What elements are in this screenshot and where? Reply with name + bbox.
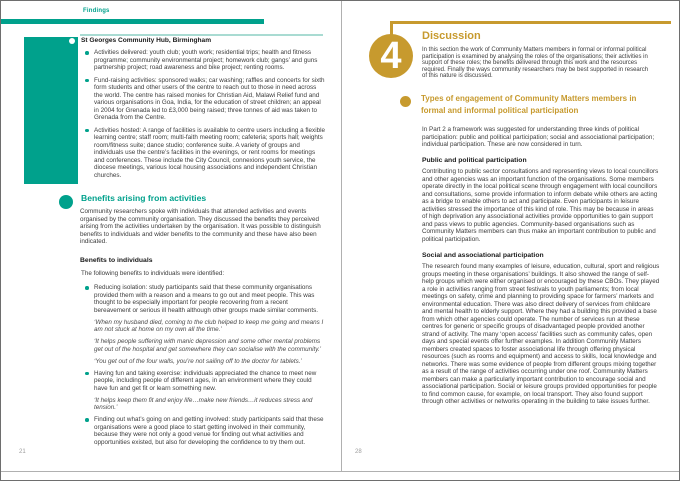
subsection-heading: Public and political participation <box>422 157 527 164</box>
bullet-icon <box>85 418 89 422</box>
chapter-intro: In this section the work of Community Matters members in formal or informal political participation is examined by analysing the roles of the organisations; their activities in support of these roles; the benefits delivered through this work and the resources required. Finally the ways community researchers may be best supported in research of this nature is discussed. <box>422 47 649 80</box>
types-section-title: Types of engagement of Community Matters members in formal and informal political participation <box>421 94 637 115</box>
case-study-item-text: Activities delivered: youth club; youth work; residential trips; health and fitness programme; community environmental project; homework club; gangs’ and guns partnership project; road awareness and bike project; renting rooms. <box>94 49 318 71</box>
subsection-body: The research found many examples of leisure, education, cultural, sport and religious groups meeting in these organisations’ buildings. It also showed the range of self-help groups which were either organised or encouraged by these CBOs. They played a role in activities ranging from street festivals to youth parliaments; from local meetings on safety, crime and planning to providing space for farmers’ markets and environmental education. There was also direct delivery of services from childcare and mental health to elderly support. Where they had a building this provided a base from which other agencies could operate. The number of services run at these centres for generic or specific groups of disadvantaged people provided another strand of activity. The many ‘open access’ facilities such as community cafes, open days and special events offer further examples. In addition Community Matters members created spaces to foster associational life through offering physical resources (such as rooms and equipment) and access to skills, local knowledge and networks. There was some evidence of people from different groups mixing together as a result of the range of activities occurring under one roof. Community Matters members can make a particularly important contribution to encourage social and associational participation. Social or leisure groups provided opportunities for people to find common cause, for example, on local transport. They also found support through other activities or networks operating in the building to take issues further. <box>422 263 660 405</box>
benefit-item <box>85 416 325 446</box>
benefit-item-text: Having fun and taking exercise: individuals appreciated the chance to meet new people, including people of different ages, in an environment where they could have fun and get fit or learn something new. <box>94 369 317 392</box>
types-lead-paragraph: In Part 2 a framework was suggested for understanding three kinds of political participation: public and political participation; social and associational participation; individual participation. These are now considered in turn. <box>422 126 655 148</box>
subsection-body: Contributing to public sector consultations and representing views to local councillors and other agencies was an important function of the organisations. Some members operate directly in the local political scene through engagement with local councillors and consultations, some provide information to inform debate while others are acting as a bridge to enable others to act and participate. Even participants in leisure activities stressed the importance of this kind of role. This may be because in areas of high deprivation any associational activities provide opportunities to gain support and pass views to public agencies. Community-based organisations such as Community Matters members can thus make an important contribution to public and political participation. <box>422 168 659 243</box>
case-study-bullet-icon <box>69 38 75 44</box>
page-bottom-rule <box>1 471 680 472</box>
page-number-left: 21 <box>19 449 26 455</box>
benefits-intro: Community researchers spoke with individuals that attended activities and events organised by the community organisation. They discussed the benefits they perceived arising from the activities undertaken by the organisation. It was possible to distinguish benefits to individuals and wider benefits to the community and these have also been indicated. <box>80 208 321 245</box>
section-bullet-icon <box>59 195 73 209</box>
bullet-icon <box>85 372 89 376</box>
running-header-findings: Findings <box>83 8 110 14</box>
benefit-item-text: Reducing isolation: study participants said that these community organisations provided them with a reason and a means to go out and meet people. This was thought to be especially important for people recovering from a recent bereavement or serious ill health although other groups made similar comments. <box>94 284 319 314</box>
case-study-item <box>85 77 325 122</box>
case-study-top-rule <box>80 34 323 36</box>
chapter-title: Discussion <box>422 30 481 42</box>
benefits-lead: The following benefits to individuals were identified: <box>81 270 225 277</box>
section-bullet-icon <box>400 96 411 107</box>
quote-item: ‘You get out of the four walls, you’re not sailing off to the doctor for tablets.’ <box>94 357 302 365</box>
benefit-item <box>85 284 325 314</box>
bullet-icon <box>85 286 89 290</box>
bullet-icon <box>85 129 89 133</box>
page-number-right: 28 <box>355 449 362 455</box>
benefit-item <box>85 370 325 393</box>
quote-item: ‘When my husband died, coming to the club helped to keep me going and means I am not stuck at home on my own all the time.’ <box>94 318 324 333</box>
benefits-section-title: Benefits arising from activities <box>81 193 207 203</box>
benefits-subheading: Benefits to individuals <box>80 257 153 264</box>
case-study-item-text: Activities hosted: A range of facilities is available to centre users including a flexible learning centre; staff room; multi-faith meeting room; cafeteria; sports hall; weights room/fitness suite; dance studio; conference suite. A variety of groups and individuals use the centre’s facilities in the evenings, or rent rooms for meetings and conferences. These include the City Council, connexions youth service, the diocese meetings, various local housing associations and independent Christian churches. <box>94 126 326 179</box>
chapter-bracket-horizontal-line <box>390 21 671 24</box>
quote-item: ‘It helps people suffering with manic depression and some other mental problems get out of the hospital and get somewhere they can socialise with the community.’ <box>94 338 322 353</box>
case-study-item-text: Fund-raising activities: sponsored walks; car washing; raffles and concerts for sixth form students and other users of the centre to reach out to those in need across the world. The centre has raised monies for Christian Aid, Malawi Relief fund and various organisations in Goa, India, for the education of street children; an appeal in 2004 for Grenada led to £3,000 being raised; three tonnes of aid was taken to Grenada from the Centre. <box>94 76 325 121</box>
case-study-item <box>85 49 325 72</box>
bullet-icon <box>85 79 89 83</box>
quote-item: ‘It helps keep them fit and enjoy life…make new friends…it reduces stress and tension.’ <box>94 396 313 411</box>
page-divider <box>341 1 342 471</box>
case-study-bullet-list <box>85 49 325 184</box>
chapter-number-badge <box>369 34 413 78</box>
case-study-accent-block <box>24 37 78 184</box>
chapter-number: 4 <box>380 34 402 77</box>
case-study-item <box>85 127 325 180</box>
subsection-heading: Social and associational participation <box>422 252 544 259</box>
case-study-title: St Georges Community Hub, Birmingham <box>81 37 212 44</box>
benefits-item-list <box>85 284 325 451</box>
header-accent-bar <box>1 19 264 24</box>
benefit-item-text: Finding out what’s going on and getting involved: study participants said that these organisations were a good place to start getting involved in their community, because they were not only a good venue for finding out what activities and opportunities existed, but also for developing the confidence to try them out. <box>94 416 324 446</box>
bullet-icon <box>85 51 89 55</box>
